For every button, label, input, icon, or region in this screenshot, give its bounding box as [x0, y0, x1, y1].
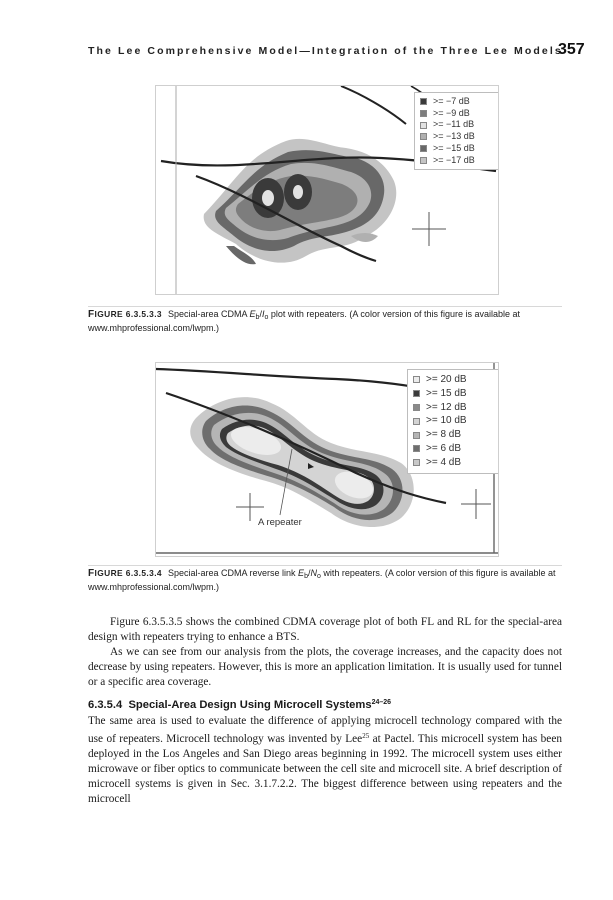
running-title: The Lee Comprehensive Model—Integration of the Three Lee Models: [88, 45, 563, 57]
legend-label: >= −11 dB: [433, 119, 475, 130]
legend-label: >= 15 dB: [426, 387, 467, 399]
repeater-annotation: A repeater: [258, 517, 302, 528]
legend-swatch: [413, 390, 420, 397]
legend-label: >= 20 dB: [426, 374, 467, 385]
legend-forward: [414, 92, 499, 170]
legend-item: [413, 414, 495, 428]
body-paragraph: Figure 6.3.5.3.5 shows the combined CDMA coverage plot of both FL and RL for the special-area design with repeaters trying to enhance a BTS.: [88, 616, 562, 643]
legend-label: >= −13 dB: [433, 131, 475, 142]
legend-item: [420, 96, 496, 108]
legend-item: [420, 143, 496, 155]
legend-label: >= −15 dB: [433, 142, 475, 153]
body-paragraph: As we can see from our analysis from the plots, the coverage increases, and the capacity does not decrease by using repeaters. However, this is more an application limitation. It is usually used for tunnel or a specific area coverage.: [88, 646, 562, 688]
legend-item: [413, 401, 495, 415]
legend-swatch: [413, 404, 420, 411]
legend-label: >= −7 dB: [433, 96, 470, 106]
legend-swatch: [413, 459, 420, 466]
section-number: 6.3.5.4: [88, 699, 123, 711]
figure-caption-1: FIGURE 6.3.5.3.3 Special-area CDMA $E_b/I_o$ plot with repeaters. (A color version of this figure is available at www.mhprofessional.com/lwpm.): [88, 306, 562, 334]
legend-item: [420, 131, 496, 143]
legend-label: >= 12 dB: [426, 401, 467, 413]
section-title: Special-Area Design Using Microcell Systems: [128, 699, 372, 711]
legend-swatch: [420, 122, 427, 129]
legend-label: >= −17 dB: [433, 154, 475, 165]
legend-label: >= 4 dB: [426, 456, 462, 468]
legend-item: [420, 108, 496, 120]
legend-swatch: [413, 376, 420, 383]
caption-label: FIGURE 6.3.5.3.4: [88, 568, 162, 579]
legend-reverse: [407, 369, 499, 474]
figure-reverse-link-plot: [155, 362, 499, 557]
legend-item: [420, 155, 496, 167]
legend-item: [413, 373, 495, 387]
legend-label: >= −9 dB: [433, 107, 470, 118]
figure-forward-link-plot: [155, 85, 499, 295]
figure-caption-2: FIGURE 6.3.5.3.4 Special-area CDMA reverse link $E_b/N_o$ with repeaters. (A color version of this figure is available at www.mhprofessional.com/lwpm.): [88, 565, 562, 593]
legend-swatch: [420, 133, 427, 140]
legend-label: >= 6 dB: [426, 442, 462, 454]
legend-swatch: [413, 432, 420, 439]
legend-swatch: [420, 98, 427, 105]
section-refs: 24–26: [371, 699, 392, 706]
legend-swatch: [420, 110, 427, 117]
legend-swatch: [413, 445, 420, 452]
legend-swatch: [420, 157, 427, 164]
legend-item: [413, 387, 495, 401]
legend-item: [420, 119, 496, 131]
legend-item: [413, 442, 495, 456]
legend-item: [413, 428, 495, 442]
page-number: 357: [558, 41, 585, 58]
caption-label: FIGURE 6.3.5.3.3: [88, 309, 162, 320]
body-paragraph: The same area is used to evaluate the difference of applying microcell technology compared with the use of repeaters. Microcell technology was invented by Lee$^{25}$ at Pactel. This microcell system has been deployed in the Los Angeles and San Diego areas beginning in 1992. The microcell system uses either microwave or fiber optics to communicate between the cell site and microcell site. A brief description of microcell systems is given in Sec. 3.1.7.2.2. The biggest difference between using repeaters and the microcell: [88, 715, 562, 805]
legend-item: [413, 456, 495, 470]
section-heading: [88, 699, 562, 711]
legend-swatch: [413, 418, 420, 425]
legend-label: >= 10 dB: [426, 415, 467, 427]
legend-label: >= 8 dB: [426, 429, 462, 441]
legend-swatch: [420, 145, 427, 152]
